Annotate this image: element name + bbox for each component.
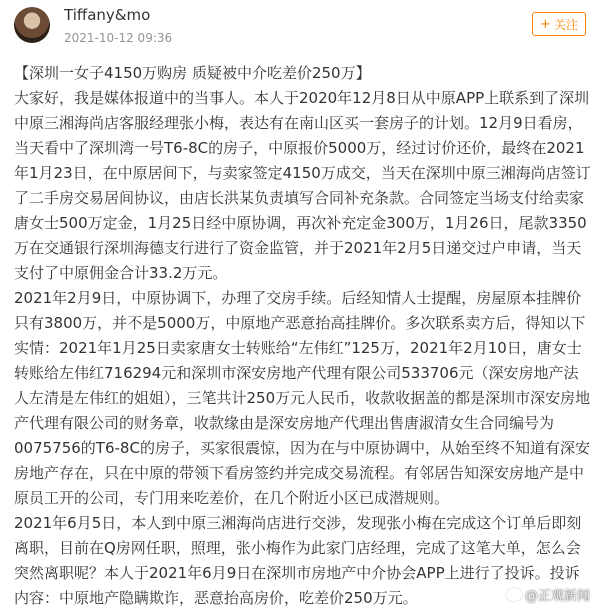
avatar[interactable]	[14, 7, 50, 43]
post-title: 【深圳一女子4150万购房 质疑被中介吃差价250万】	[14, 64, 371, 82]
follow-button[interactable]	[532, 12, 586, 36]
author-name[interactable]: Tiffany&mo	[64, 6, 151, 24]
plus-icon: +	[540, 16, 551, 32]
post-paragraph: 大家好，我是媒体报道中的当事人。本人于2020年12月8日从中原APP上联系到了深圳中原三湘海尚店客服经理张小梅，表达有在南山区买一套房子的计划。12月9日看房，当天看中了深圳湾一号T6-8C的房子，中原报价5000万，经过讨价还价，最终在2021年1月23日，在中原居间下，与卖家签定4150万成交，当天在深圳中原三湘海尚店签订了二手房交易居间协议，由店长洪某负责填写合同补充条款。合同签定当场支付给卖家唐女士500万定金，1月25日经中原协调，再次补充定金300万，1月26日，尾款3350万在交通银行深圳海德支行进行了资金监管，并于2021年2月5日递交过户申请，当天支付了中原佣金合计33.2万元。	[14, 89, 591, 282]
watermark	[506, 585, 590, 604]
watermark-text: @正观新闻	[524, 589, 590, 604]
post-paragraph: 2021年2月9日，中原协调下，办理了交房手续。后经知情人士提醒，房屋原本挂牌价只有3800万，并不是5000万，中原地产恶意抬高挂牌价。多次联系卖方后，得知以下实情：2021年1月25日卖家唐女士转账给“左伟红”125万，2021年2月10日，唐女士转账给左伟红716294元和深圳市深安房地产代理有限公司533706元（深安房地产法人左清是左伟红的姐姐），三笔共计250万元人民币，收款收据盖的都是深圳市深安房地产代理有限公司的财务章，收款缘由是深安房地产代理出售唐淑清女生合同编号为0075756的T6-8C的房子，买家很震惊，因为在与中原协调中，从始至终不知道有深安房地产存在，只在中原的带领下看房签约并完成交易流程。有邻居告知深安房地产是中原员工开的公司，专门用来吃差价，在几个附近小区已成潜规则。	[14, 289, 591, 507]
follow-button-label: 关注	[553, 17, 578, 32]
post-body	[14, 61, 592, 611]
post-paragraph: 2021年6月5日，本人到中原三湘海尚店进行交涉，发现张小梅在完成这个订单后即刻离职，目前在Q房网任职，照理，张小梅作为此家门店经理，完成了这笔大单，怎么会突然离职呢？本人于2021年6月9日在深圳市房地产中介协会APP上进行了投诉。投诉内容：中原地产隐瞒欺诈，恶意抬高房价，吃差价250万元。	[14, 514, 582, 607]
post-header	[0, 0, 600, 56]
post-timestamp: 2021-10-12 09:36	[64, 31, 173, 45]
weibo-logo-icon	[506, 588, 522, 601]
